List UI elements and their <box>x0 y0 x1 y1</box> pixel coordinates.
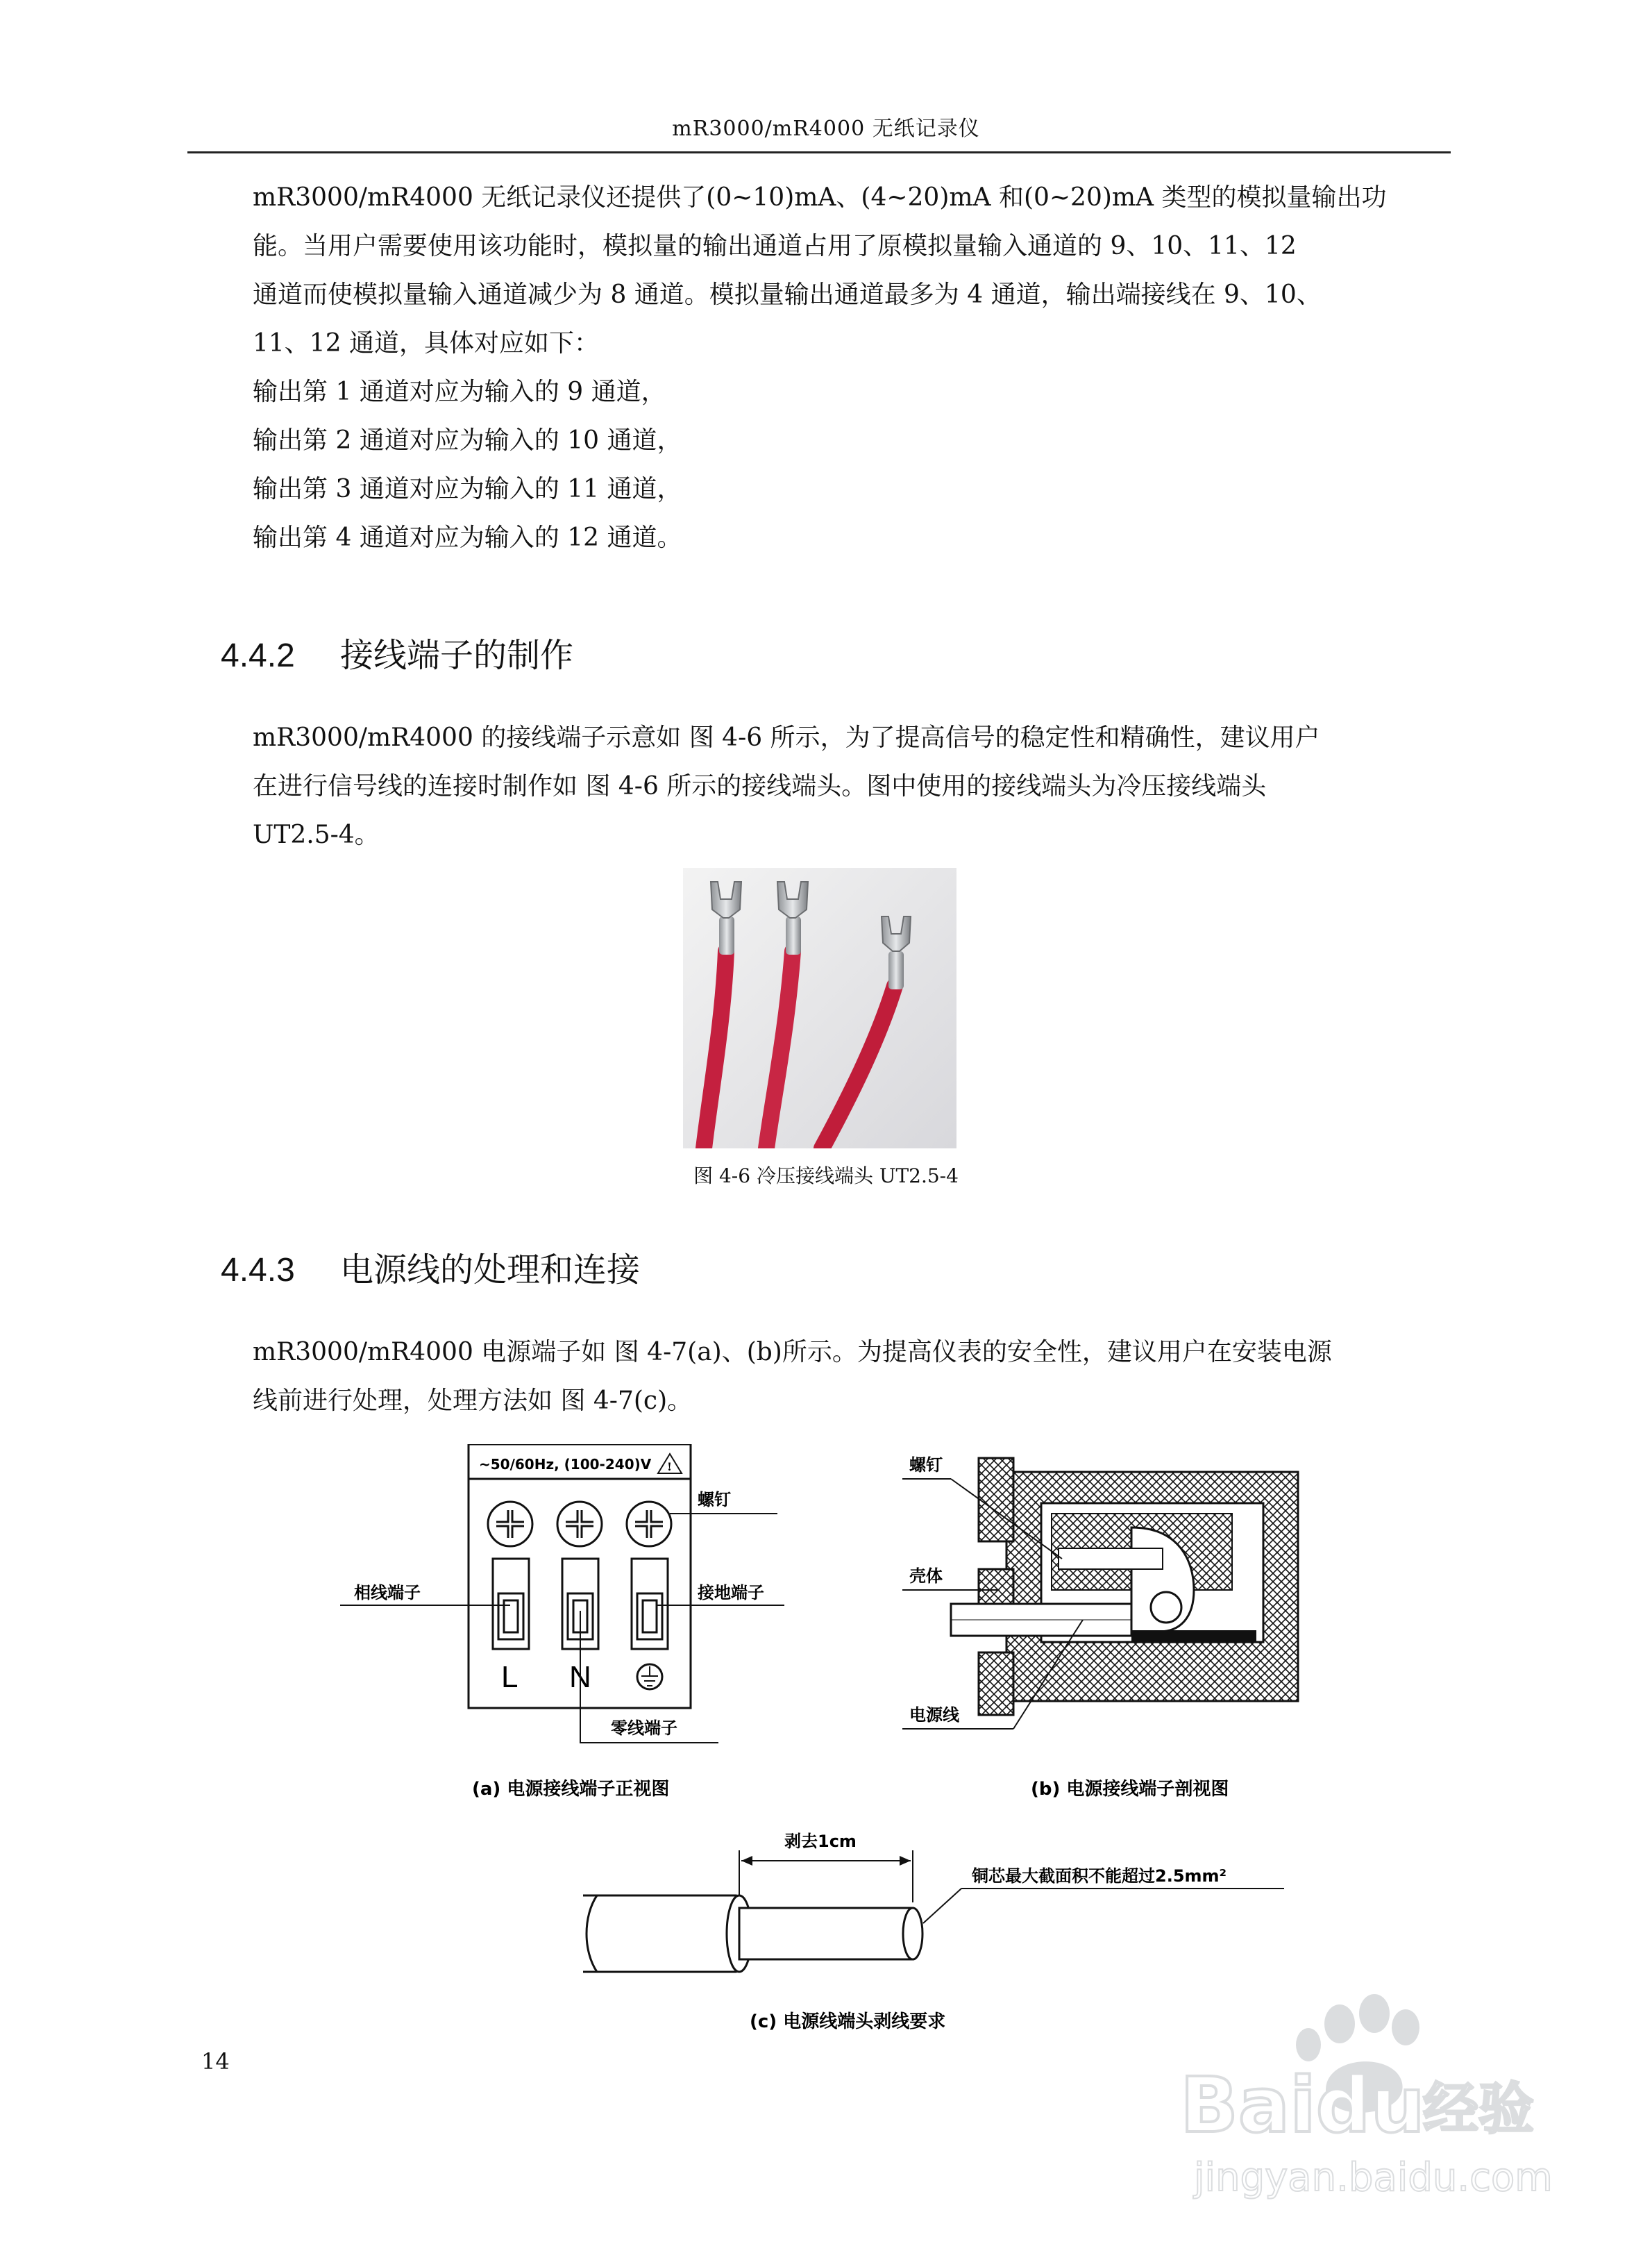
section-442-paragraph <box>253 714 1441 860</box>
intro-paragraph <box>253 174 1441 562</box>
body-line: mR3000/mR4000 的接线端子示意如 图 4-6 所示，为了提高信号的稳定性和精确性，建议用户 <box>253 723 1320 752</box>
watermark-brand: Baidu <box>1180 2061 1425 2150</box>
phase-terminal-label: 相线端子 <box>354 1583 421 1602</box>
figure-a-front-view <box>340 1444 784 1805</box>
section-heading-442 <box>221 628 573 676</box>
figure-4-6-caption: 图 4-6 冷压接线端头 UT2.5-4 <box>693 1164 959 1187</box>
intro-line: 输出第 2 通道对应为输入的 10 通道， <box>253 426 682 455</box>
body-line: UT2.5-4。 <box>253 821 380 849</box>
page-number: 14 <box>201 2048 230 2075</box>
intro-line: 输出第 1 通道对应为输入的 9 通道， <box>253 378 666 406</box>
ground-icon <box>637 1664 662 1689</box>
figure-a-caption: (a) 电源接线端子正视图 <box>472 1779 670 1800</box>
copper-core-label: 铜芯最大截面积不能超过2.5mm² <box>972 1866 1227 1886</box>
section-heading-443 <box>221 1243 640 1291</box>
intro-line: 11、12 通道，具体对应如下： <box>253 329 600 358</box>
terminal-n-label: N <box>569 1660 591 1694</box>
wire-label: 电源线 <box>909 1705 959 1725</box>
terminal-photo <box>683 868 956 1148</box>
rating-label: ~50/60Hz, (100-240)V <box>479 1456 652 1473</box>
intro-line: 通道而使模拟量输入通道减少为 8 通道。模拟量输出通道最多为 4 通道，输出端接线在 9、10、 <box>253 280 1322 309</box>
screw-label: 螺钉 <box>909 1455 943 1475</box>
baidu-watermark <box>1166 1986 1555 2208</box>
watermark-product: 经验 <box>1423 2077 1534 2141</box>
intro-line: 输出第 4 通道对应为输入的 12 通道。 <box>253 524 682 552</box>
running-header: mR3000/mR4000 无纸记录仪 <box>672 117 980 141</box>
intro-line: mR3000/mR4000 无纸记录仪还提供了(0~10)mA、(4~20)mA 和(0~20)mA 类型的模拟量输出功 <box>253 183 1387 212</box>
section-number: 4.4.2 <box>221 637 295 674</box>
neutral-terminal-label: 零线端子 <box>611 1718 677 1738</box>
terminal-l-label: L <box>501 1660 519 1694</box>
intro-line: 输出第 3 通道对应为输入的 11 通道， <box>253 475 682 503</box>
screw-icon <box>488 1502 532 1546</box>
watermark-url: jingyan.baidu.com <box>1194 2155 1553 2200</box>
figure-b-caption: (b) 电源接线端子剖视图 <box>1031 1779 1229 1800</box>
intro-line: 能。当用户需要使用该功能时，模拟量的输出通道占用了原模拟量输入通道的 9、10、11、12 <box>253 232 1297 260</box>
screw-icon <box>557 1502 602 1546</box>
body-line: mR3000/mR4000 电源端子如 图 4-7(a)、(b)所示。为提高仪表的安全性，建议用户在安装电源 <box>253 1338 1332 1366</box>
svg-text:!: ! <box>667 1460 673 1473</box>
body-line: 在进行信号线的连接时制作如 图 4-6 所示的接线端头。图中使用的接线端头为冷压接线端头 <box>253 772 1267 801</box>
body-line: 线前进行处理，处理方法如 图 4-7(c)。 <box>253 1387 693 1415</box>
shell-label: 壳体 <box>909 1566 943 1586</box>
section-title: 电源线的处理和连接 <box>340 1250 641 1289</box>
header-rule <box>187 151 1451 153</box>
figure-b-section-view <box>902 1444 1333 1805</box>
screw-icon <box>627 1502 671 1546</box>
figure-c-caption: (c) 电源线端头剥线要求 <box>750 2011 946 2032</box>
ground-terminal-label: 接地端子 <box>698 1583 764 1602</box>
section-443-paragraph <box>253 1328 1441 1425</box>
section-number: 4.4.3 <box>221 1252 295 1289</box>
section-title: 接线端子的制作 <box>340 636 574 675</box>
strip-length-label: 剥去1cm <box>784 1832 857 1851</box>
screw-label: 螺钉 <box>698 1490 731 1509</box>
